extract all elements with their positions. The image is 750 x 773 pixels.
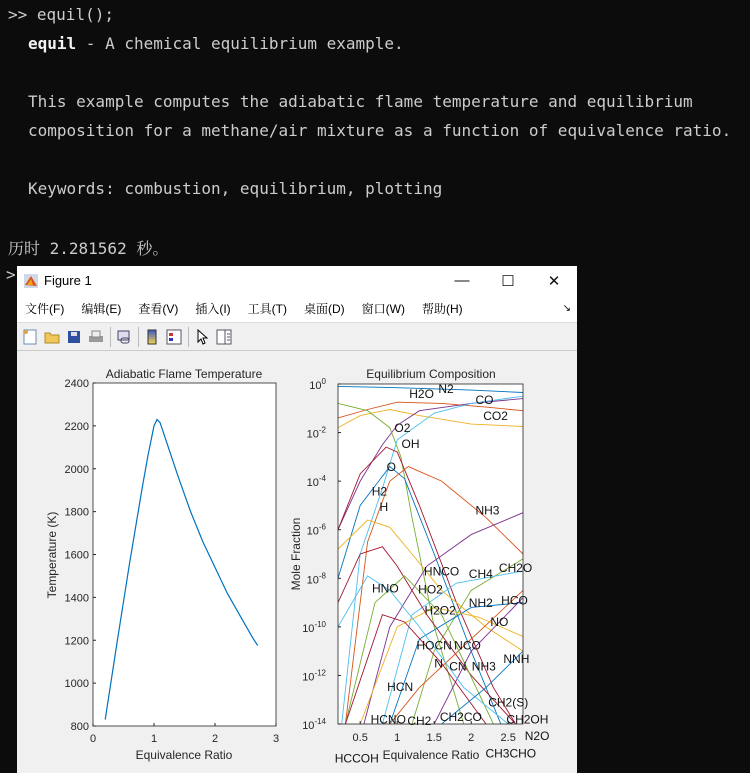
toolbar-divider [110,327,111,347]
chart-title: Equilibrium Composition [366,367,496,381]
y-tick-label: 2400 [64,378,89,390]
dock-arrow-icon[interactable]: ↘ [562,303,571,314]
y-tick-label: $10^{-14}$ [302,717,326,732]
x-tick-label: 1 [394,732,401,744]
open-folder-icon[interactable] [43,328,61,346]
matlab-logo-icon [24,274,38,288]
close-button[interactable]: ✕ [547,272,561,290]
y-axis-label: Mole Fraction [289,517,303,591]
species-label: O [386,460,396,474]
y-tick-label: $10^{-6}$ [306,522,326,538]
x-tick-label: 3 [272,733,280,745]
species-label: CH2OH [506,712,549,727]
property-editor-icon[interactable] [215,328,233,346]
window-title: Figure 1 [44,273,92,288]
y-tick-label: $10^{-8}$ [306,571,326,587]
x-tick-label: 2 [211,733,219,745]
figure-window [17,266,577,773]
chart-title: Adiabatic Flame Temperature [105,367,263,381]
menu-view[interactable]: 查看(V) [138,302,179,316]
x-axis-label: Equivalence Ratio [135,748,233,762]
y-tick-label: 1200 [64,635,89,648]
link-icon[interactable] [115,328,133,346]
species-label: H2O2 [424,603,456,618]
menu-bar [17,295,577,323]
y-tick-label: 2200 [64,420,89,433]
y-tick-label: $10^{-12}$ [302,668,326,684]
species-label: CH2CO [439,710,482,725]
x-tick-label: 1.5 [426,732,442,744]
elapsed-time: 历时 2.281562 秒。 [8,239,169,258]
species-label: NCO [454,638,481,653]
species-label: CH2O [498,560,533,575]
function-name: equil [28,34,77,53]
pointer-icon[interactable] [193,328,211,346]
x-tick-label: 1 [150,733,158,745]
minimize-button[interactable]: — [454,272,470,289]
species-label: HNCO [423,564,460,579]
help-line-2: composition for a methane/air mixture as a function of equivalence ratio. [28,121,732,140]
species-label: CO [475,392,494,407]
menu-file[interactable]: 文件(F) [25,302,65,316]
species-label: O2 [394,421,411,436]
command-text: equil(); [36,5,114,24]
species-label: HCCOH [334,751,379,766]
menu-edit[interactable]: 编辑(E) [81,302,122,316]
function-desc: - A chemical equilibrium example. [76,34,404,53]
left-axes-box [93,383,276,726]
y-tick-label: 800 [70,721,89,733]
toolbar-divider [188,327,189,347]
species-label: CN [449,659,467,674]
species-label: NNH [503,651,530,666]
species-label: HCN [387,679,414,694]
help-keywords: Keywords: combustion, equilibrium, plotting [28,179,443,198]
species-label: H2O [409,387,434,402]
species-label: N [434,656,443,671]
species-label: HOCN [416,638,452,653]
species-label: NH3 [471,659,496,674]
title-bar[interactable] [17,266,577,295]
y-tick-label: $10^{-10}$ [302,619,326,635]
y-tick-label: 2000 [64,463,89,476]
maximize-button[interactable]: ☐ [501,272,515,290]
x-axis-label: Equivalence Ratio [382,748,480,762]
legend-icon[interactable] [165,328,183,346]
prompt: >> [8,5,28,24]
prompt-2: > [6,265,16,284]
species-label: NH2 [468,596,493,610]
x-tick-label: 2 [468,732,475,744]
species-label: H2 [371,484,388,499]
species-label: OH [401,436,420,451]
species-label: NH3 [475,503,500,518]
print-icon[interactable] [87,328,105,346]
species-label: HO2 [418,582,443,597]
y-tick-label: 1800 [64,506,89,519]
help-heading [28,34,404,53]
species-label: HCO [501,593,528,608]
y-tick-label: $10^{-2}$ [306,425,326,441]
species-label: H [379,499,389,514]
x-tick-label: 0 [89,733,97,745]
menu-window[interactable]: 窗口(W) [361,302,405,316]
menu-insert[interactable]: 插入(I) [195,302,231,316]
toolbar [17,323,577,351]
species-label: CH3CHO [485,746,537,761]
y-axis-label: Temperature (K) [45,511,59,599]
species-label: CH4 [468,566,493,581]
colorbar-icon[interactable] [143,328,161,346]
x-tick-label: 2.5 [500,732,516,744]
species-label: N2 [438,382,454,396]
y-tick-label: 1600 [64,549,89,562]
menu-desktop[interactable]: 桌面(D) [303,302,345,316]
figure-canvas [17,350,577,773]
x-tick-label: 0.5 [352,732,368,744]
y-tick-label: $10^0$ [309,377,326,392]
species-label: HCNO [370,712,406,727]
y-tick-label: $10^{-4}$ [306,474,326,490]
species-label: CH2(S) [488,695,529,710]
command-line [8,5,114,24]
save-icon[interactable] [65,328,83,346]
species-label: N2O [524,728,550,743]
help-line-1: This example computes the adiabatic flame temperature and equilibrium [28,92,693,111]
y-tick-label: 1000 [64,678,89,691]
menu-tools[interactable]: 工具(T) [247,302,287,316]
species-label: CH2 [407,714,432,729]
species-label: HNO [372,581,399,596]
species-label: NO [490,615,509,630]
y-tick-label: 1400 [64,592,89,605]
species-label: CO2 [483,409,508,423]
toolbar-divider [138,327,139,347]
menu-help[interactable]: 帮助(H) [421,302,463,316]
new-file-icon[interactable] [21,328,39,346]
